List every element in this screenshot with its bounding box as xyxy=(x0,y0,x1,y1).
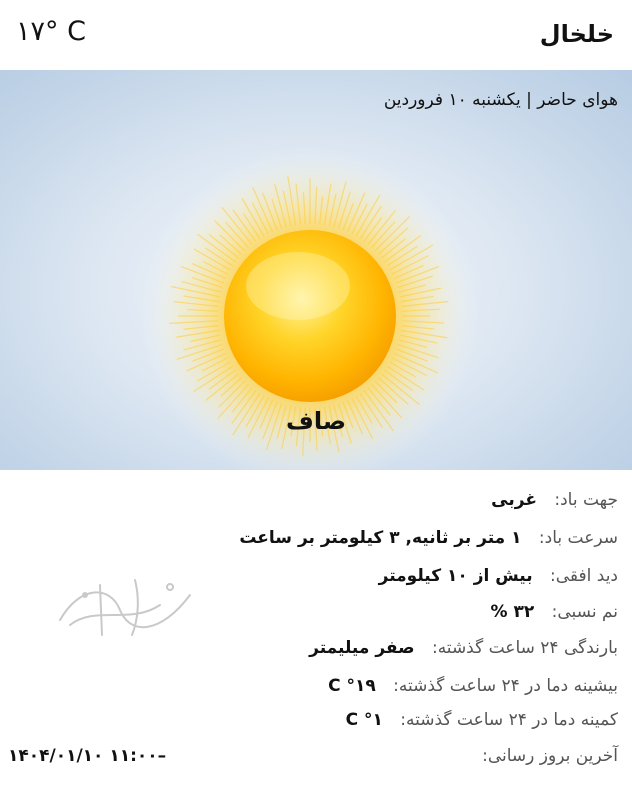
humidity-row xyxy=(491,602,619,622)
wind-direction-row xyxy=(491,490,618,510)
current-date-line: هوای حاضر | یکشنبه ۱۰ فروردین xyxy=(383,90,618,110)
max-temp-label: بیشینه دما در ۲۴ ساعت گذشته: xyxy=(393,676,618,696)
humidity-value: ۳۲ % xyxy=(490,602,535,622)
precipitation-value: صفر میلیمتر xyxy=(309,638,415,658)
wind-speed-label: سرعت باد: xyxy=(538,528,618,548)
weather-condition: صاف xyxy=(285,407,347,435)
wind-direction-label: جهت باد: xyxy=(554,490,618,510)
header xyxy=(0,0,632,70)
max-temp-row xyxy=(328,676,618,696)
current-temperature: ۱۷° C xyxy=(16,16,87,47)
last-update-row xyxy=(8,746,618,770)
city-name: خلخال xyxy=(539,20,614,48)
min-temp-label: کمینه دما در ۲۴ ساعت گذشته: xyxy=(400,710,618,730)
details-panel xyxy=(0,470,632,800)
precipitation-row xyxy=(309,638,618,658)
min-temp-row xyxy=(346,710,618,730)
visibility-value: بیش از ۱۰ کیلومتر xyxy=(378,566,533,586)
wind-direction-value: غربی xyxy=(491,490,537,510)
current-weather-panel xyxy=(0,70,632,470)
last-update-value: ۱۴۰۴/۰۱/۱۰ ۱۱:۰۰– xyxy=(8,746,167,766)
last-update-label: آخرین بروز رسانی: xyxy=(482,746,618,766)
max-temp-value: ۱۹° C xyxy=(328,676,376,696)
visibility-label: دید افقی: xyxy=(550,566,618,586)
wind-speed-row xyxy=(239,528,618,548)
visibility-row xyxy=(379,566,618,586)
precipitation-label: بارندگی ۲۴ ساعت گذشته: xyxy=(431,638,618,658)
wind-speed-value: ۱ متر بر ثانیه, ۳ کیلومتر بر ساعت xyxy=(239,528,522,548)
min-temp-value: ۱° C xyxy=(345,710,383,730)
humidity-label: نم نسبی: xyxy=(551,602,618,622)
watermark-logo xyxy=(40,565,210,645)
